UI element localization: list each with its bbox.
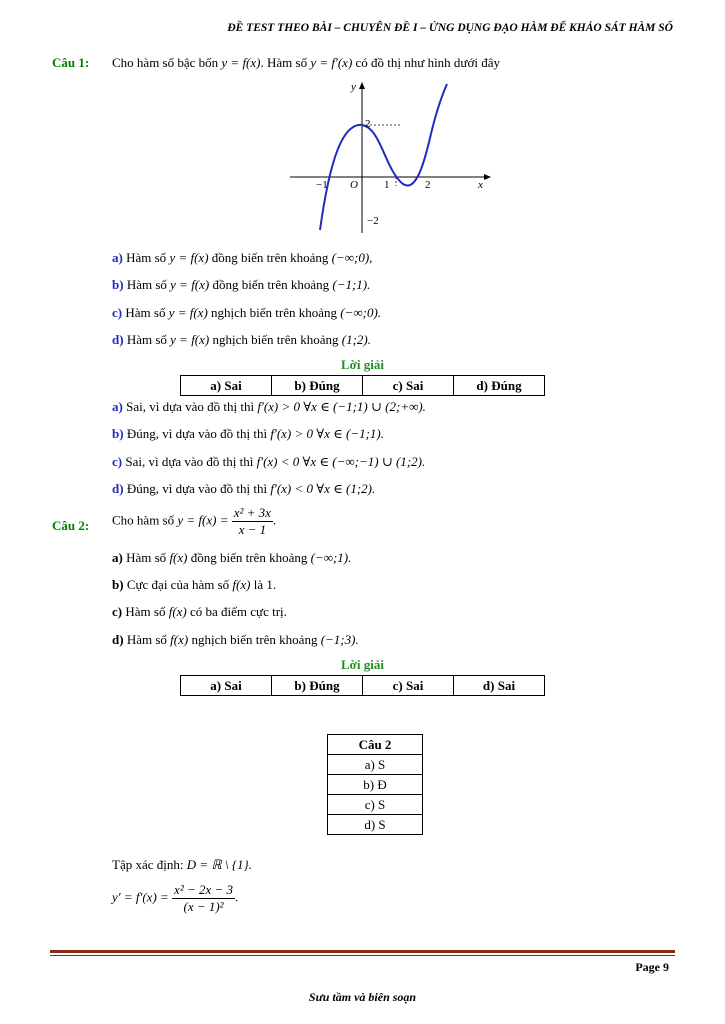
q1-explanation-c [112, 454, 425, 470]
option-prefix: Hàm số [126, 632, 167, 647]
fraction-numerator: x² + 3x [233, 505, 271, 520]
answer-cell: d) Đúng [454, 376, 545, 396]
option-interval: (−∞;0). [340, 305, 382, 320]
option-function: y = f(x) [170, 332, 210, 347]
q1-option-a [112, 250, 372, 266]
question-1-stem [112, 55, 500, 71]
x-axis-arrow [484, 174, 491, 180]
option-text: đồng biến trên khoảng [212, 277, 330, 292]
option-text: là 1. [253, 577, 277, 592]
answer-cell: b) Đúng [272, 376, 363, 396]
tick-label-neg1: −1 [316, 179, 328, 191]
answer-cell: a) Sai [181, 676, 272, 696]
q1-stem-derivative: y = f′(x) [310, 55, 353, 70]
explanation-text: Sai, vì dựa vào đồ thị thì [126, 399, 255, 414]
page-header: ĐỀ TEST THEO BÀI – CHUYÊN ĐỀ I – ỨNG DỤNG ĐẠO HÀM ĐỂ KHẢO SÁT HÀM SỐ [227, 22, 673, 34]
q1-option-d [112, 332, 371, 348]
option-interval: (−∞;0), [331, 250, 373, 265]
q2-option-a [112, 550, 351, 566]
option-letter: d) [112, 332, 124, 347]
table-row [181, 376, 545, 396]
fraction-denominator: x − 1 [238, 522, 267, 537]
option-prefix: Hàm số [126, 250, 167, 265]
table-cell: Câu 2 [328, 735, 423, 755]
q2-option-b [112, 577, 276, 593]
q1-option-c [112, 305, 381, 321]
table-row [328, 735, 423, 755]
fraction-numerator: x² − 2x − 3 [174, 882, 234, 897]
option-letter: a) [112, 550, 123, 565]
option-prefix: Hàm số [125, 305, 166, 320]
footer-rule-thin [50, 955, 675, 956]
q1-stem-function: y = f(x) [221, 55, 261, 70]
question-2-label: Câu 2: [52, 518, 90, 533]
option-text: đồng biến trên khoảng [190, 550, 308, 565]
q1-option-b [112, 277, 370, 293]
q2-option-d [112, 632, 359, 648]
x-axis-label: x [478, 179, 483, 191]
table-row [181, 676, 545, 696]
option-function: f(x) [169, 550, 188, 565]
q1-explanation-b [112, 426, 384, 442]
explanation-math: f′(x) > 0 ∀x ∈ (−1;1) ∪ (2;+∞). [257, 399, 426, 414]
q1-answer-table [180, 375, 545, 396]
answer-cell: b) Đúng [272, 676, 363, 696]
option-interval: (−1;1). [332, 277, 371, 292]
q2-domain-line [112, 857, 252, 873]
table-cell: d) S [328, 815, 423, 835]
q2-solution-title: Lời giải [341, 657, 384, 672]
derivative-graph [285, 78, 495, 238]
derivative-fraction [172, 882, 235, 915]
option-function: y = f(x) [170, 277, 210, 292]
answer-cell: c) Sai [363, 376, 454, 396]
table-cell: c) S [328, 795, 423, 815]
q2-answer-table [180, 675, 545, 696]
table-row [328, 755, 423, 775]
option-prefix: Cực đại của hàm số [126, 577, 230, 592]
option-function: y = f(x) [168, 305, 208, 320]
q2-stem-function: y = f(x) = [177, 512, 229, 528]
option-prefix: Hàm số [126, 277, 167, 292]
question-1-label: Câu 1: [52, 55, 90, 70]
option-letter: c) [112, 305, 123, 320]
option-interval: (−1;3). [320, 632, 359, 647]
q1-explanation-a [112, 399, 426, 415]
explanation-text: Đúng, vì dựa vào đồ thị thì [126, 426, 268, 441]
explanation-math: f′(x) > 0 ∀x ∈ (−1;1). [270, 426, 385, 441]
table-row [328, 775, 423, 795]
option-prefix: Hàm số [125, 604, 166, 619]
q1-explanation-d [112, 481, 375, 497]
explanation-math: f′(x) < 0 ∀x ∈ (1;2). [270, 481, 376, 496]
answer-cell: c) Sai [363, 676, 454, 696]
q1-stem-text-c: có đồ thị như hình dưới đây [355, 55, 500, 70]
option-function: y = f(x) [169, 250, 209, 265]
q1-stem-text-b: . Hàm số [260, 55, 308, 70]
q1-stem-text-a: Cho hàm số bậc bốn [112, 55, 219, 70]
q1-solution-title: Lời giải [341, 357, 384, 372]
explanation-text: Đúng, vì dựa vào đồ thị thì [126, 481, 268, 496]
option-text: có ba điểm cực trị. [190, 604, 287, 619]
footer-rule-thick [50, 950, 675, 953]
table-row [328, 815, 423, 835]
q2-fraction [232, 505, 273, 538]
page-number: Page 9 [635, 960, 669, 974]
table-cell: b) Đ [328, 775, 423, 795]
tick-label-2y: 2 [365, 118, 371, 130]
derivative-lhs: y′ = f′(x) = [112, 889, 169, 905]
q2-derivative-line: y′ = f′(x) = $\frac{\text{x² − 2x − 3}}{\text{(x − 1)²}}$ . [112, 882, 239, 914]
option-text: nghịch biến trên khoảng [191, 632, 318, 647]
option-interval: (1;2). [341, 332, 371, 347]
option-prefix: Hàm số [126, 332, 167, 347]
answer-cell: d) Sai [454, 676, 545, 696]
derivative-curve [320, 84, 447, 230]
option-function: f(x) [170, 632, 189, 647]
option-text: nghịch biến trên khoảng [211, 305, 338, 320]
domain-math: D = ℝ \ {1}. [186, 857, 252, 872]
footer-credit: Sưu tầm và biên soạn [308, 990, 417, 1004]
tick-label-neg2: −2 [367, 215, 379, 227]
explanation-letter: d) [112, 481, 124, 496]
option-text: đồng biến trên khoảng [211, 250, 329, 265]
option-letter: c) [112, 604, 123, 619]
y-axis-label: y [351, 81, 356, 93]
option-text: nghịch biến trên khoảng [212, 332, 339, 347]
option-letter: b) [112, 577, 124, 592]
explanation-math: f′(x) < 0 ∀x ∈ (−∞;−1) ∪ (1;2). [256, 454, 426, 469]
origin-label: O [350, 179, 358, 191]
q2-option-c [112, 604, 287, 620]
option-letter: a) [112, 250, 123, 265]
table-row [328, 795, 423, 815]
answer-cell: a) Sai [181, 376, 272, 396]
tick-label-2x: 2 [425, 179, 431, 191]
domain-label: Tập xác định: [112, 857, 184, 872]
option-function: f(x) [168, 604, 187, 619]
option-letter: b) [112, 277, 124, 292]
question-2-stem: Cho hàm số y = f(x) = $\frac{\text{x² + 3x}}{x - 1}$ . [112, 505, 277, 537]
tick-label-1: 1 [384, 179, 390, 191]
option-function: f(x) [232, 577, 251, 592]
option-letter: d) [112, 632, 124, 647]
option-interval: (−∞;1). [310, 550, 352, 565]
y-axis-arrow [359, 82, 365, 89]
explanation-letter: b) [112, 426, 124, 441]
explanation-text: Sai, vì dựa vào đồ thị thì [125, 454, 254, 469]
q2-stem-text: Cho hàm số [112, 512, 175, 528]
explanation-letter: a) [112, 399, 123, 414]
explanation-letter: c) [112, 454, 123, 469]
fraction-denominator: (x − 1)² [183, 899, 224, 914]
table-cell: a) S [328, 755, 423, 775]
option-prefix: Hàm số [126, 550, 167, 565]
q2-summary-table [327, 734, 423, 835]
